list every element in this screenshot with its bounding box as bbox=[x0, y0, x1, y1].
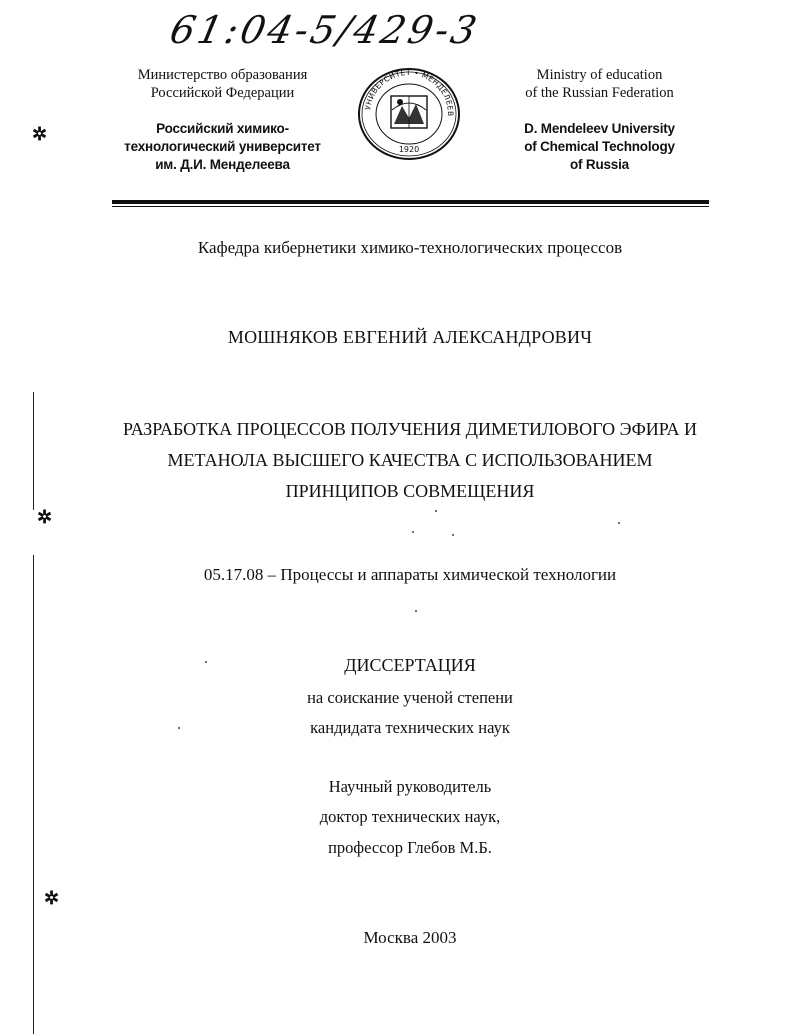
university-en-line2: of Chemical Technology bbox=[524, 139, 675, 154]
department: Кафедра кибернетики химико-технологических процессов bbox=[197, 238, 623, 257]
ministry-en-line1: Ministry of education bbox=[536, 67, 663, 83]
university-ru-line2: технологический университет bbox=[124, 139, 321, 154]
supervisor-name: профессор Глебов М.Б. bbox=[328, 838, 492, 857]
dissertation-title bbox=[100, 414, 720, 507]
university-ru-line1: Российский химико- bbox=[156, 121, 289, 136]
scan-speck bbox=[618, 522, 620, 524]
seal-year: 1920 bbox=[398, 145, 420, 154]
university-seal bbox=[356, 66, 462, 162]
binding-hole-mark-icon: ✲ bbox=[32, 124, 48, 144]
left-header bbox=[110, 66, 335, 174]
svg-text:УНИВЕРСИТЕТ • МЕНДЕЛЕЕВА bbox=[356, 66, 455, 117]
binding-hole-mark-icon: ✲ bbox=[37, 507, 53, 527]
supervisor-degree: доктор технических наук, bbox=[319, 807, 501, 826]
university-en-line1: D. Mendeleev University bbox=[524, 121, 675, 136]
handwritten-archive-number: 61:04-5/429-3 bbox=[166, 8, 484, 52]
seal-emblem-icon bbox=[356, 66, 462, 162]
degree-line-1: на соискание ученой степени bbox=[307, 688, 513, 707]
seal-arc-text: УНИВЕРСИТЕТ • МЕНДЕЛЕЕВ bbox=[363, 67, 456, 117]
scan-speck bbox=[415, 610, 417, 612]
binding-hole-mark-icon: ✲ bbox=[44, 888, 60, 908]
margin-scan-line-lower bbox=[33, 555, 34, 1034]
right-header bbox=[492, 66, 707, 174]
university-en-line3: of Russia bbox=[570, 157, 629, 172]
degree-line-2: кандидата технических наук bbox=[310, 718, 510, 737]
title-line-2: МЕТАНОЛА ВЫСШЕГО КАЧЕСТВА С ИСПОЛЬЗОВАНИЕМ bbox=[167, 450, 653, 470]
scan-speck bbox=[205, 661, 207, 663]
header-divider-thick bbox=[112, 200, 709, 204]
author-name: МОШНЯКОВ ЕВГЕНИЙ АЛЕКСАНДРОВИЧ bbox=[227, 327, 593, 347]
scan-speck bbox=[412, 531, 414, 533]
title-line-1: РАЗРАБОТКА ПРОЦЕССОВ ПОЛУЧЕНИЯ ДИМЕТИЛОВОГО ЭФИРА И bbox=[122, 419, 698, 439]
specialty-code: 05.17.08 – Процессы и аппараты химической технологии bbox=[203, 565, 617, 584]
supervisor-label: Научный руководитель bbox=[328, 777, 492, 796]
city-year: Москва 2003 bbox=[363, 928, 457, 947]
title-line-3: ПРИНЦИПОВ СОВМЕЩЕНИЯ bbox=[285, 481, 535, 501]
ministry-ru-line1: Министерство образования bbox=[137, 67, 308, 83]
ministry-en-line2: of the Russian Federation bbox=[525, 85, 674, 101]
margin-scan-line-upper bbox=[33, 392, 34, 510]
scan-speck bbox=[452, 534, 454, 536]
dissertation-heading: ДИССЕРТАЦИЯ bbox=[344, 655, 476, 675]
scan-speck bbox=[435, 510, 437, 512]
ministry-ru-line2: Российской Федерации bbox=[150, 85, 295, 101]
university-ru-line3: им. Д.И. Менделеева bbox=[155, 157, 290, 172]
scan-speck bbox=[178, 727, 180, 729]
header-divider-thin bbox=[112, 206, 709, 207]
